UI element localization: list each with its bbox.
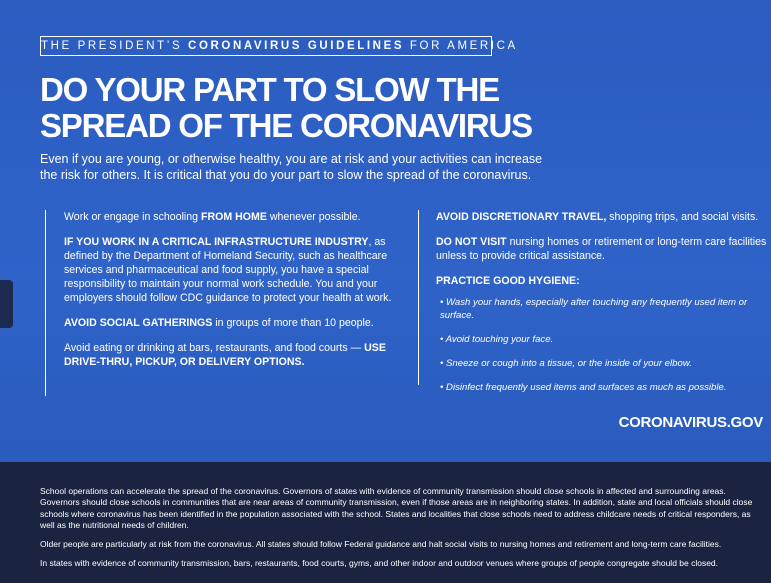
hygiene-bullet: • Wash your hands, especially after touching any frequently used item or surface. xyxy=(440,297,748,321)
critical-infrastructure-item xyxy=(64,235,394,305)
fine-print-older-people: Older people are particularly at risk from the coronavirus. All states should follow Federal guidance and halt social visits to nursing homes and retirement and long-term care facilities. xyxy=(40,539,722,550)
website-link[interactable]: CORONAVIRUS.GOV xyxy=(618,414,763,431)
hygiene-bullet: • Disinfect frequently used items and surfaces as much as possible. xyxy=(440,382,727,393)
fine-print-schools: School operations can accelerate the spread of the coronavirus. Governors of states with evidence of community transmission should close schools in affected and surrounding areas. Governors should close schools in communities that are near areas of community transmission, even if those areas are in neighboring states. In addition, state and local officials should close schools where coronavirus has been identified in the population associated with the school. States and localities that close schools need to address childcare needs of critical responders, as well as the nutritional needs of children. xyxy=(40,486,753,530)
hygiene-bullet: • Sneeze or cough into a tissue, or the inside of your elbow. xyxy=(440,358,692,369)
item-text: in groups of more than 10 people. xyxy=(212,317,374,329)
item-emphasis: AVOID SOCIAL GATHERINGS xyxy=(64,317,213,329)
visits-item xyxy=(436,235,771,263)
item-emphasis: IF YOU WORK IN A CRITICAL INFRASTRUCTURE INDUSTRY xyxy=(64,236,369,248)
banner-text-part1: THE PRESIDENT’S xyxy=(41,40,189,52)
hygiene-title: PRACTICE GOOD HYGIENE: xyxy=(436,275,580,287)
hygiene-bullet: • Avoid touching your face. xyxy=(440,334,554,345)
dining-item xyxy=(64,341,394,369)
guidelines-banner xyxy=(40,36,518,56)
headline-line2: SPREAD OF THE CORONAVIRUS xyxy=(40,107,532,144)
item-text: whenever possible. xyxy=(266,211,361,223)
side-tab-handle[interactable] xyxy=(0,280,13,328)
social-gatherings-item xyxy=(64,316,394,330)
item-text: nursing homes or retirement or long-term care facilities unless to provide critical assistance. xyxy=(436,236,767,262)
fine-print xyxy=(40,486,760,578)
intro-paragraph: Even if you are young, or otherwise healthy, you are at risk and your activities can increase the risk for others. It is critical that you do your part to slow the spread of the coronavirus. xyxy=(40,152,543,182)
item-emphasis: FROM HOME xyxy=(201,211,267,223)
item-text: Avoid eating or drinking at bars, restaurants, and food courts — xyxy=(64,342,365,354)
headline-line1: DO YOUR PART TO SLOW THE xyxy=(40,71,499,108)
fine-print-venues: In states with evidence of community transmission, bars, restaurants, food courts, gyms, and other indoor and outdoor venues where groups of people congregate should be closed. xyxy=(40,558,719,569)
item-text: Work or engage in schooling xyxy=(64,211,202,223)
item-text: , as defined by the Department of Homeland Security, such as healthcare services and pharmaceutical and food supply, you have a special responsibility to maintain your normal work schedule. You and your employers should follow CDC guidance to protect your health at work. xyxy=(64,236,392,304)
hygiene-heading xyxy=(436,274,771,288)
banner-text-part3: FOR AMERICA xyxy=(404,40,518,52)
page-title xyxy=(40,72,740,144)
work-from-home-item xyxy=(64,210,394,224)
item-emphasis: USE DRIVE-THRU, PICKUP, OR DELIVERY OPTIONS. xyxy=(64,342,386,368)
right-guidance-column xyxy=(418,210,771,393)
item-emphasis: DO NOT VISIT xyxy=(436,236,507,248)
travel-item xyxy=(436,210,771,224)
item-emphasis: AVOID DISCRETIONARY TRAVEL, xyxy=(436,211,607,223)
banner-text-part2: CORONAVIRUS GUIDELINES xyxy=(188,40,405,52)
left-guidance-column xyxy=(45,210,394,396)
item-text: shopping trips, and social visits. xyxy=(606,211,759,223)
